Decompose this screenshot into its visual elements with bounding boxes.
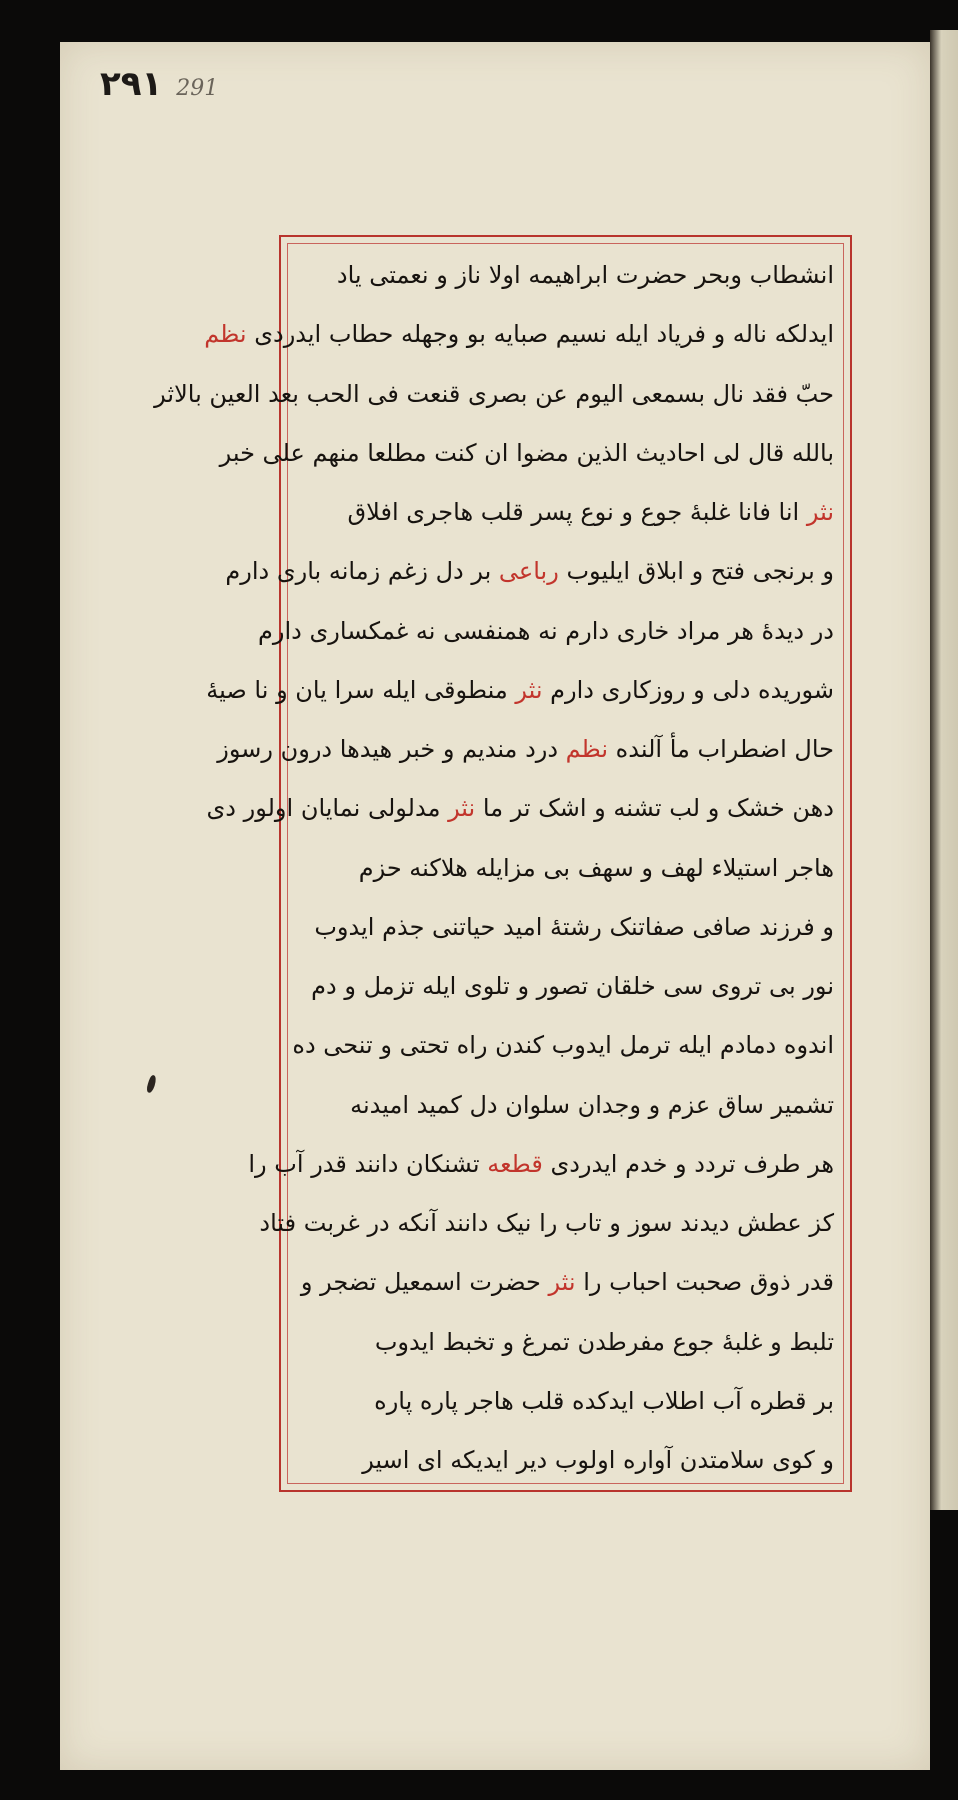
text-line: تشمیر ساق عزم و وجدان سلوان دل کمید امیدنه [350, 1090, 834, 1119]
folio-arabic-numeral: ۲۹۱ [100, 64, 163, 104]
text-line: حبّ فقد نال بسمعی الیوم عن بصری قنعت فی الحب بعد العین بالاثر [154, 379, 834, 408]
text-line: و کوی سلامتدن آواره اولوب دیر ایدیکه ای اسیر [362, 1446, 834, 1474]
text-line: کز عطش دیدند سوز و تاب را نیک دانند آنکه در غربت فتاد [259, 1209, 834, 1237]
rubric-word: نثر [515, 675, 543, 704]
text-line: بالله قال لی احادیث الذین مضوا ان کنت مطلعا منهم علی خبر [219, 438, 834, 467]
text-line: نور بی تروی سی خلقان تصور و تلوی ایله تزمل و دم [311, 972, 834, 1000]
text-line: حال اضطراب مأ آلنده نظم درد مندیم و خبر هیدها درون رسوز [217, 735, 834, 763]
text-line: قدر ذوق صحبت احباب را نثر حضرت اسمعیل تضجر و [300, 1268, 834, 1297]
text-line: و فرزند صافی صفاتنک رشتهٔ امید حیاتنی جذم ایدوب [314, 912, 834, 941]
rubric-word: نظم [204, 320, 247, 349]
text-line: هر طرف تردد و خدم ایدردی قطعه تشنکان دانند قدر آب را [248, 1149, 834, 1178]
text-line: انشطاب وبحر حضرت ابراهیمه اولا ناز و نعمتی یاد [336, 261, 834, 289]
text-line: ایدلکه ناله و فریاد ایله نسیم صبایه بو وجهله حطاب ایدردی نظم [204, 320, 834, 349]
folio-western-numeral: 291 [176, 76, 219, 101]
text-line: نثر انا فانا غلبهٔ جوع و نوع پسر قلب هاجری افلاق [347, 498, 834, 526]
adjacent-page-edge [930, 30, 958, 1510]
folio-number [100, 64, 218, 104]
text-line: هاجر استیلاء لهف و سهف بی مزایله هلاکنه حزم [358, 853, 834, 882]
text-frame [154, 235, 852, 1492]
text-line: بر قطره آب اطلاب ایدکده قلب هاجر پاره پاره [374, 1386, 834, 1415]
text-line: تلبط و غلبهٔ جوع مفرطدن تمرغ و تخبط ایدوب [374, 1327, 834, 1356]
text-line: و برنجی فتح و ابلاق ایلیوب رباعی بر دل زغم زمانه باری دارم [225, 557, 834, 586]
text-line: در دیدهٔ هر مراد خاری دارم نه همنفسی نه غمکساری دارم [258, 616, 834, 645]
rubric-word: نثر [548, 1268, 576, 1297]
text-line: دهن خشک و لب تشنه و اشک تر ما نثر مدلولی نمایان اولور دی [206, 794, 834, 823]
rubric-word: نثر [448, 794, 476, 823]
text-line: اندوه دمادم ایله ترمل ایدوب کندن راه تحتی و تنحی ده [292, 1031, 834, 1060]
text-block [154, 259, 834, 1476]
rubric-word: قطعه [487, 1149, 543, 1178]
rubric-word: رباعی [498, 557, 559, 586]
rubric-word: نثر [806, 498, 834, 526]
text-line: شوریده دلی و روزکاری دارم نثر منطوقی ایله سرا یان و نا صیهٔ [206, 675, 834, 704]
rubric-word: نظم [565, 735, 609, 763]
